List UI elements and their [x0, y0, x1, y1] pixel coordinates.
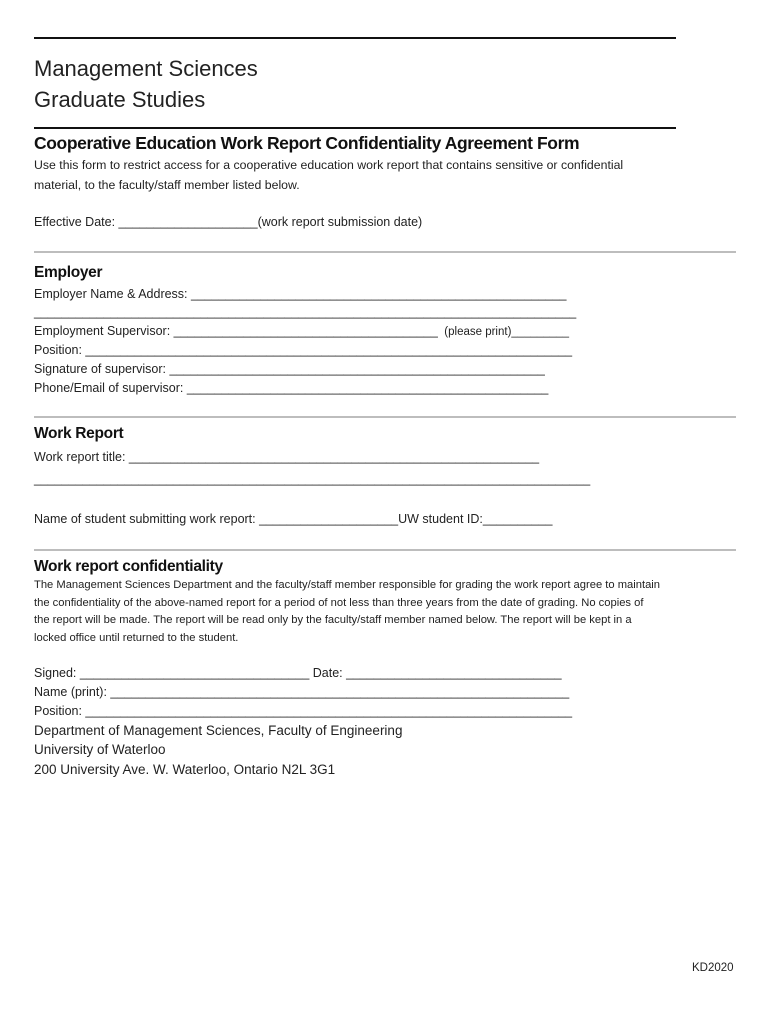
employment-supervisor-label: Employment Supervisor: ______________________________________ [34, 324, 438, 338]
position-field[interactable]: Position: ______________________________________________________________________ [34, 704, 573, 718]
confidentiality-line-3: the report will be made. The report will be read only by the faculty/staff member named below. The report will be kept in a [34, 614, 632, 626]
confidentiality-statement [34, 577, 736, 647]
section-divider [34, 416, 736, 418]
confidentiality-heading: Work report confidentiality [34, 558, 223, 575]
intro-text-line-1: Use this form to restrict access for a cooperative education work report that contains sensitive or confidential [34, 158, 624, 172]
department-name: Management Sciences [34, 56, 258, 81]
title-rule [34, 127, 676, 129]
employer-heading: Employer [34, 264, 103, 281]
section-divider [34, 549, 736, 551]
confidentiality-line-1: The Management Sciences Department and the faculty/staff member responsible for grading the work report agree to maintain [34, 579, 661, 591]
confidentiality-line-4: locked office until returned to the student. [34, 631, 239, 644]
form-code: KD2020 [692, 962, 734, 974]
program-name: Graduate Studies [34, 87, 206, 112]
work-report-title-field[interactable]: Work report title: ___________________________________________________________ [34, 450, 540, 464]
employer-name-address-field[interactable]: Employer Name & Address: ______________________________________________________ [34, 287, 567, 301]
signed-date-field[interactable]: Signed: _________________________________ Date: _______________________________ [34, 666, 562, 680]
please-print-note: (please print)_________ [444, 326, 569, 338]
address-line-1: Department of Management Sciences, Faculty of Engineering [34, 723, 403, 738]
effective-date-field[interactable]: Effective Date: ____________________(work report submission date) [34, 215, 423, 229]
name-print-field[interactable]: Name (print): __________________________________________________________________ [34, 685, 570, 699]
position-field[interactable]: Position: ______________________________________________________________________ [34, 343, 573, 357]
student-name-id-field[interactable]: Name of student submitting work report: ____________________UW student ID:__________ [34, 512, 553, 526]
work-report-heading: Work Report [34, 425, 124, 442]
intro-text-line-2: material, to the faculty/staff member listed below. [34, 178, 300, 192]
form-title: Cooperative Education Work Report Confidentiality Agreement Form [34, 133, 580, 153]
employer-address-continuation-field[interactable]: ______________________________________________________________________________ [34, 305, 577, 319]
address-line-2: University of Waterloo [34, 742, 166, 757]
confidentiality-line-2: the confidentiality of the above-named report for a period of not less than three years from the date of grading. No copies of [34, 596, 644, 609]
work-report-title-continuation-field[interactable]: ________________________________________________________________________________ [34, 472, 591, 486]
supervisor-signature-field[interactable]: Signature of supervisor: ______________________________________________________ [34, 362, 545, 376]
address-line-3: 200 University Ave. W. Waterloo, Ontario N2L 3G1 [34, 762, 336, 777]
employment-supervisor-field[interactable] [34, 324, 569, 338]
section-divider [34, 251, 736, 253]
supervisor-phone-email-field[interactable]: Phone/Email of supervisor: ____________________________________________________ [34, 381, 549, 395]
top-rule [34, 37, 676, 39]
